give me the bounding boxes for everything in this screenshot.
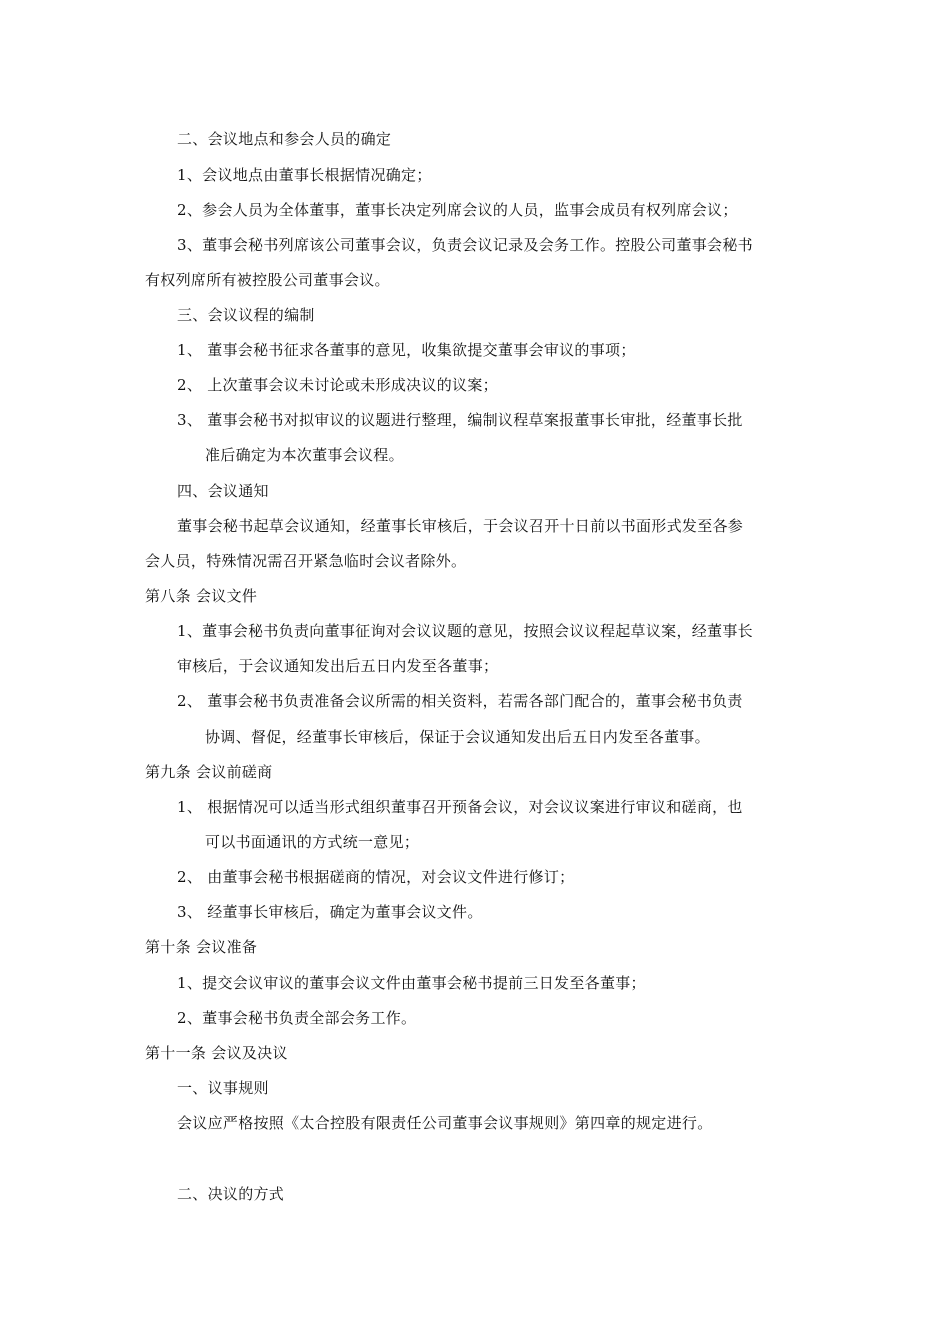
list-item: 2、参会人员为全体董事，董事长决定列席会议的人员，监事会成员有权列席会议； [177, 201, 738, 219]
article-heading: 第九条 会议前磋商 [145, 763, 273, 781]
list-item: 3、董事会秘书列席该公司董事会议，负责会议记录及会务工作。控股公司董事会秘书 [177, 236, 753, 254]
list-item: 3、 董事会秘书对拟审议的议题进行整理，编制议程草案报董事长审批，经董事长批 [177, 411, 743, 429]
list-item: 2、 由董事会秘书根据磋商的情况，对会议文件进行修订； [177, 868, 575, 886]
list-item: 2、董事会秘书负责全部会务工作。 [177, 1009, 417, 1027]
section-heading: 二、决议的方式 [177, 1185, 285, 1203]
article-heading: 第八条 会议文件 [145, 587, 258, 605]
list-item: 2、 上次董事会议未讨论或未形成决议的议案； [177, 376, 498, 394]
section-heading: 二、会议地点和参会人员的确定 [177, 130, 392, 148]
section-heading: 一、议事规则 [177, 1079, 269, 1097]
list-item: 1、董事会秘书负责向董事征询对会议议题的意见，按照会议议程起草议案，经董事长 [177, 622, 753, 640]
list-item: 1、 根据情况可以适当形式组织董事召开预备会议，对会议议案进行审议和磋商，也 [177, 798, 743, 816]
list-item: 1、 董事会秘书征求各董事的意见，收集欲提交董事会审议的事项； [177, 341, 636, 359]
list-item: 2、 董事会秘书负责准备会议所需的相关资料，若需各部门配合的，董事会秘书负责 [177, 692, 743, 710]
list-item: 1、会议地点由董事长根据情况确定； [177, 166, 432, 184]
paragraph-line: 会议应严格按照《太合控股有限责任公司董事会议事规则》第四章的规定进行。 [177, 1114, 713, 1132]
article-heading: 第十条 会议准备 [145, 938, 258, 956]
paragraph-line: 会人员，特殊情况需召开紧急临时会议者除外。 [145, 552, 467, 570]
list-item-continuation: 可以书面通讯的方式统一意见； [205, 833, 420, 851]
list-item-continuation: 有权列席所有被控股公司董事会议。 [145, 271, 390, 289]
section-heading: 三、会议议程的编制 [177, 306, 315, 324]
list-item-continuation: 准后确定为本次董事会议程。 [205, 446, 404, 464]
section-heading: 四、会议通知 [177, 482, 269, 500]
list-item-continuation: 协调、督促，经董事长审核后，保证于会议通知发出后五日内发至各董事。 [205, 728, 710, 746]
list-item-continuation: 审核后，于会议通知发出后五日内发至各董事； [177, 657, 499, 675]
article-heading: 第十一条 会议及决议 [145, 1044, 288, 1062]
list-item: 3、 经董事长审核后，确定为董事会议文件。 [177, 903, 483, 921]
list-item: 1、提交会议审议的董事会议文件由董事会秘书提前三日发至各董事； [177, 974, 646, 992]
paragraph-line: 董事会秘书起草会议通知，经董事长审核后，于会议召开十日前以书面形式发至各参 [177, 517, 744, 535]
